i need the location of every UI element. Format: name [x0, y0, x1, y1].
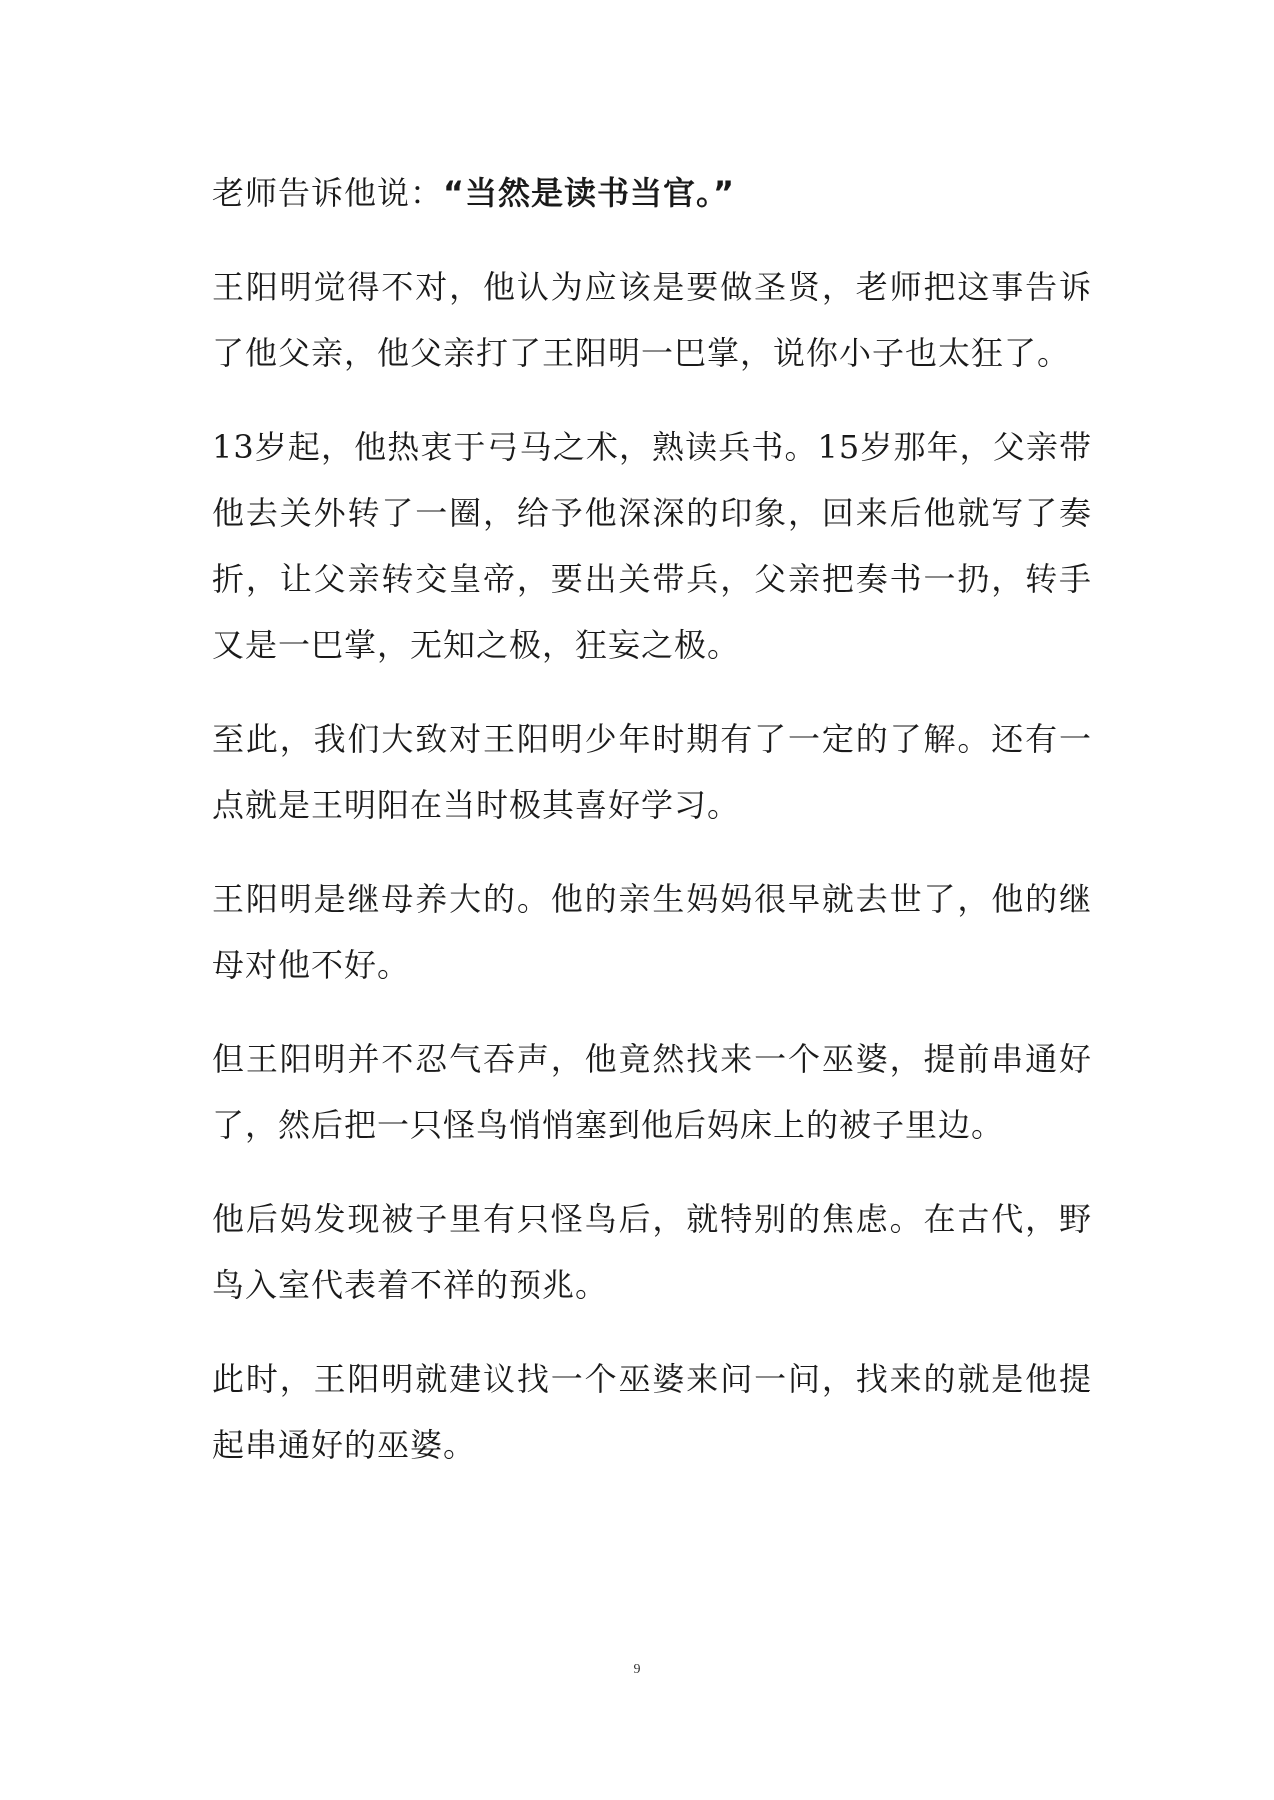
- paragraph-1-lead: 老师告诉他说：: [212, 174, 444, 212]
- page-number: 9: [633, 1662, 641, 1677]
- paragraph-1: [212, 160, 1092, 226]
- paragraph-8: 此时，王阳明就建议找一个巫婆来问一问，找来的就是他提起串通好的巫婆。: [212, 1360, 1092, 1464]
- paragraph-6: 但王阳明并不忍气吞声，他竟然找来一个巫婆，提前串通好了，然后把一只怪鸟悄悄塞到他后妈床上的被子里边。: [212, 1040, 1092, 1144]
- paragraph-7: 他后妈发现被子里有只怪鸟后，就特别的焦虑。在古代，野鸟入室代表着不祥的预兆。: [212, 1200, 1092, 1304]
- paragraph-1-quote: “当然是读书当官。”: [443, 174, 736, 212]
- paragraph-2: 王阳明觉得不对，他认为应该是要做圣贤，老师把这事告诉了他父亲，他父亲打了王阳明一巴掌，说你小子也太狂了。: [212, 268, 1092, 372]
- paragraph-5: 王阳明是继母养大的。他的亲生妈妈很早就去世了，他的继母对他不好。: [212, 880, 1092, 984]
- paragraph-4: 至此，我们大致对王阳明少年时期有了一定的了解。还有一点就是王明阳在当时极其喜好学习。: [212, 720, 1092, 824]
- document-body: [212, 160, 1092, 1506]
- paragraph-3: 13岁起，他热衷于弓马之术，熟读兵书。15岁那年，父亲带他去关外转了一圈，给予他深深的印象，回来后他就写了奏折，让父亲转交皇帝，要出关带兵，父亲把奏书一扔，转手又是一巴掌，无知之极，狂妄之极。: [212, 428, 1092, 664]
